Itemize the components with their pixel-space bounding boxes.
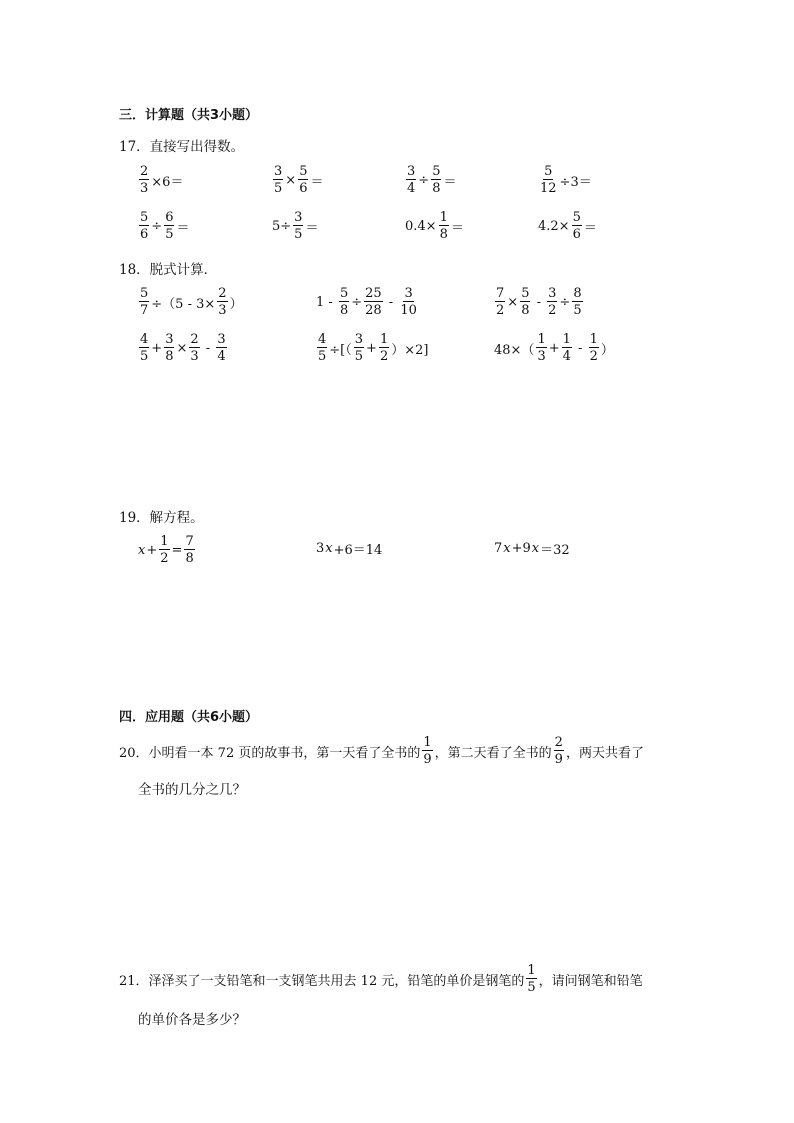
q17-item: [405, 165, 456, 195]
denominator: 8: [185, 551, 194, 566]
fraction: [572, 211, 582, 241]
fraction: [273, 165, 283, 195]
fraction: [399, 287, 418, 317]
expression-text: 20．小明看一本 72 页的故事书，第一天看了全书的: [119, 745, 421, 761]
question-17-label: 17．直接写出得数。: [119, 139, 245, 155]
fraction: [159, 535, 169, 565]
q19-item: [138, 535, 196, 565]
expression-text: ＝: [583, 220, 597, 236]
q17-item: [138, 211, 189, 241]
fraction: [364, 287, 383, 317]
numerator: 2: [554, 735, 563, 750]
numerator: 6: [165, 210, 174, 225]
denominator: 5: [527, 980, 536, 995]
section-4-title: 四．应用题（共6小题）: [119, 710, 259, 725]
expression-text: ÷: [351, 294, 363, 310]
expression-text: -: [384, 294, 398, 310]
expression-text: 1 -: [316, 294, 337, 310]
expression-text: 5÷: [272, 218, 292, 234]
numerator: 5: [521, 286, 530, 301]
numerator: 4: [318, 332, 327, 347]
denominator: 3: [537, 349, 546, 364]
numerator: 5: [299, 164, 308, 179]
expression-text: ）: [600, 342, 614, 358]
numerator: 5: [432, 164, 441, 179]
numerator: 1: [527, 963, 536, 978]
variable: x: [325, 541, 333, 556]
numerator: 5: [544, 164, 553, 179]
expression-text: ÷（5 - 3×: [151, 296, 216, 312]
denominator: 5: [274, 181, 283, 196]
numerator: 7: [185, 534, 194, 549]
numerator: 1: [537, 332, 546, 347]
denominator: 2: [379, 349, 389, 364]
expression-text: ＝32: [540, 543, 570, 558]
expression-text: +: [146, 542, 158, 558]
q17-item: [272, 211, 318, 241]
q18-item: [316, 287, 419, 317]
fraction: [422, 736, 432, 766]
expression-text: ，第二天看了全书的: [434, 745, 552, 761]
expression-text: ＝: [443, 174, 457, 190]
expression-text: 48×（: [494, 342, 535, 358]
denominator: 6: [572, 227, 581, 242]
denominator: 8: [339, 303, 349, 318]
denominator: 8: [439, 227, 448, 242]
question-20-line-1: [119, 736, 644, 766]
denominator: 8: [432, 181, 441, 196]
numerator: 1: [589, 332, 598, 347]
fraction: [589, 333, 599, 363]
numerator: 3: [165, 332, 174, 347]
q17-item: [538, 165, 592, 195]
expression-text: 4.2×: [538, 218, 570, 234]
fraction: [139, 211, 149, 241]
fraction: [526, 964, 536, 994]
expression-text: ÷[（: [329, 342, 352, 358]
numerator: 3: [294, 210, 303, 225]
numerator: 4: [140, 332, 149, 347]
numerator: 7: [496, 286, 505, 301]
question-20-line-2: 全书的几分之几？: [138, 782, 246, 798]
fraction: [216, 333, 226, 363]
fraction: [406, 165, 416, 195]
numerator: 3: [404, 286, 413, 301]
expression-text: ）: [229, 296, 243, 312]
numerator: 3: [217, 332, 226, 347]
denominator: 7: [140, 303, 149, 318]
question-21-line-1: [119, 964, 643, 994]
expression-text: ×: [507, 294, 519, 310]
section-3-title: 三．计算题（共3小题）: [119, 108, 259, 123]
denominator: 2: [160, 551, 169, 566]
denominator: 3: [190, 349, 199, 364]
numerator: 3: [407, 164, 416, 179]
denominator: 4: [217, 349, 226, 364]
expression-text: -: [201, 340, 215, 356]
fraction: [139, 333, 149, 363]
denominator: 5: [140, 349, 149, 364]
expression-text: ＝: [305, 220, 319, 236]
fraction: [572, 287, 582, 317]
expression-text: ，两天共看了: [565, 745, 644, 761]
fraction: [431, 165, 441, 195]
numerator: 2: [190, 332, 199, 347]
expression-text: ÷: [559, 294, 571, 310]
numerator: 3: [354, 332, 364, 347]
numerator: 1: [379, 332, 389, 347]
expression-text: 21．泽泽买了一支铅笔和一支钢笔共用去 12 元，铅笔的单价是钢笔的: [119, 973, 525, 989]
fraction: [339, 287, 349, 317]
q18-item: [494, 333, 614, 363]
numerator: 3: [274, 164, 283, 179]
denominator: 3: [218, 303, 227, 318]
denominator: 4: [407, 181, 416, 196]
fraction: [539, 165, 558, 195]
denominator: 3: [140, 181, 149, 196]
expression-text: -: [573, 340, 587, 356]
expression-text: +: [548, 340, 560, 356]
expression-text: ＝: [450, 220, 464, 236]
expression-text: ×: [176, 340, 188, 356]
expression-text: ÷: [151, 218, 163, 234]
expression-text: ×6＝: [151, 174, 184, 190]
expression-text: ÷3＝: [559, 174, 592, 190]
fraction: [184, 535, 194, 565]
fraction: [139, 287, 149, 317]
question-21-line-2: 的单价各是多少？: [138, 1012, 246, 1028]
numerator: 1: [562, 332, 571, 347]
fraction: [317, 333, 327, 363]
fraction: [495, 287, 505, 317]
q18-item: [316, 333, 428, 363]
expression-text: +9: [511, 541, 531, 556]
denominator: 10: [400, 303, 417, 318]
q19-item: [316, 539, 382, 558]
denominator: 8: [165, 349, 174, 364]
fraction: [520, 287, 530, 317]
numerator: 5: [140, 286, 149, 301]
expression-text: ÷: [418, 172, 430, 188]
numerator: 3: [548, 286, 557, 301]
denominator: 6: [299, 181, 308, 196]
numerator: 2: [140, 164, 149, 179]
expression-text: -: [532, 294, 546, 310]
expression-text: ）×2]: [391, 342, 429, 358]
denominator: 2: [548, 303, 557, 318]
q18-item: [138, 287, 243, 317]
denominator: 4: [562, 349, 571, 364]
variable: x: [138, 542, 146, 558]
denominator: 2: [496, 303, 505, 318]
expression-text: ，请问钢笔和铅笔: [538, 973, 643, 989]
q18-item: [494, 287, 584, 317]
fraction: [379, 333, 389, 363]
fraction: [139, 165, 149, 195]
expression-text: +6＝14: [333, 543, 383, 558]
numerator: 1: [439, 210, 448, 225]
denominator: 8: [521, 303, 530, 318]
fraction: [189, 333, 199, 363]
denominator: 9: [423, 752, 432, 767]
denominator: 6: [140, 227, 149, 242]
denominator: 9: [554, 752, 563, 767]
denominator: 5: [318, 349, 327, 364]
fraction: [298, 165, 308, 195]
expression-text: +: [366, 340, 377, 356]
fraction: [164, 211, 174, 241]
fraction: [536, 333, 546, 363]
denominator: 5: [294, 227, 303, 242]
numerator: 1: [423, 735, 432, 750]
expression-text: ×: [285, 172, 297, 188]
variable: x: [503, 541, 511, 556]
fraction: [293, 211, 303, 241]
fraction: [439, 211, 449, 241]
fraction: [562, 333, 572, 363]
numerator: 1: [160, 534, 169, 549]
fraction: [554, 736, 564, 766]
numerator: 5: [572, 210, 581, 225]
denominator: 2: [589, 349, 598, 364]
numerator: 8: [573, 286, 582, 301]
q17-item: [138, 165, 183, 195]
expression-text: ＝: [176, 220, 190, 236]
fraction: [354, 333, 364, 363]
expression-text: 7: [494, 541, 503, 556]
q19-item: [494, 539, 570, 558]
numerator: 2: [218, 286, 227, 301]
q18-item: [138, 333, 228, 363]
denominator: 5: [165, 227, 174, 242]
expression-text: =: [171, 542, 183, 558]
expression-text: 3: [316, 541, 325, 556]
question-19-label: 19．解方程。: [119, 510, 204, 526]
numerator: 25: [365, 286, 382, 301]
fraction: [217, 287, 227, 317]
expression-text: 0.4×: [405, 218, 437, 234]
numerator: 5: [339, 286, 349, 301]
fraction: [164, 333, 174, 363]
question-18-label: 18．脱式计算．: [119, 262, 218, 278]
denominator: 5: [573, 303, 582, 318]
fraction: [547, 287, 557, 317]
denominator: 28: [365, 303, 382, 318]
numerator: 5: [140, 210, 149, 225]
denominator: 5: [354, 349, 364, 364]
q17-item: [272, 165, 323, 195]
expression-text: ＝: [310, 174, 324, 190]
q17-item: [538, 211, 597, 241]
expression-text: +: [151, 340, 163, 356]
q17-item: [405, 211, 464, 241]
variable: x: [531, 541, 540, 556]
denominator: 12: [540, 181, 557, 196]
